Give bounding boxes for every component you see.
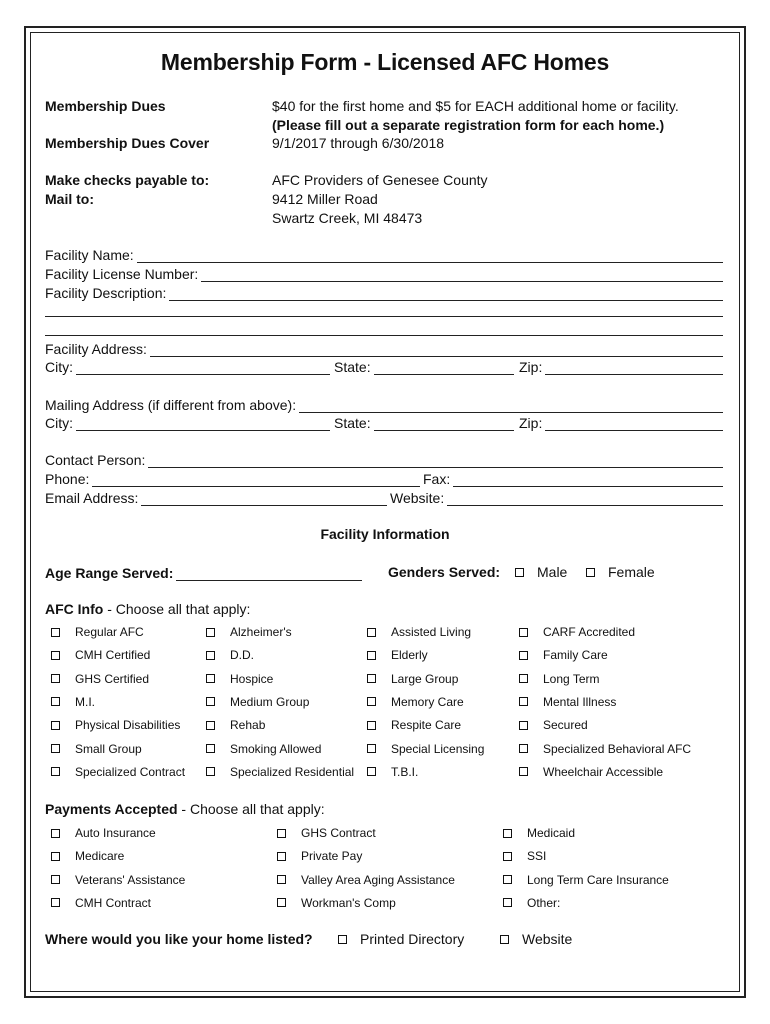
checkbox[interactable]	[519, 721, 528, 730]
afc-option-label: Rehab	[230, 718, 266, 733]
facility-license-line[interactable]	[201, 268, 723, 282]
dues-value: $40 for the first home and $5 for EACH additional home or facility.	[272, 98, 679, 114]
facility-address-label: Facility Address:	[45, 341, 147, 357]
website-line[interactable]	[447, 492, 723, 506]
city-line[interactable]	[76, 361, 330, 375]
afc-option[interactable]	[51, 648, 150, 662]
afc-option[interactable]	[367, 742, 484, 756]
payment-option-label: Auto Insurance	[75, 826, 156, 840]
afc-option[interactable]	[206, 672, 273, 686]
facility-name-field[interactable]	[45, 245, 723, 263]
afc-option-label: Memory Care	[391, 694, 464, 709]
afc-option-label: Family Care	[543, 648, 608, 663]
payment-option[interactable]	[277, 873, 455, 887]
afc-option-label: M.I.	[75, 694, 95, 709]
afc-option-label: Medium Group	[230, 694, 310, 709]
page-title: Membership Form - Licensed AFC Homes	[160, 49, 610, 75]
checkbox[interactable]	[51, 898, 60, 907]
afc-option-label: Physical Disabilities	[75, 718, 181, 733]
checkbox[interactable]	[586, 568, 595, 577]
afc-option[interactable]	[367, 648, 428, 662]
facility-license-field[interactable]	[45, 264, 723, 282]
age-range-line[interactable]	[176, 567, 362, 581]
checkbox[interactable]	[519, 767, 528, 776]
afc-option-label: GHS Certified	[75, 671, 150, 686]
description-line-2[interactable]	[45, 316, 723, 317]
afc-option-label: Wheelchair Accessible	[543, 764, 664, 779]
email-field[interactable]	[45, 488, 387, 506]
checkbox[interactable]	[367, 628, 376, 637]
payment-option[interactable]	[503, 849, 546, 863]
genders-label: Genders Served:	[388, 564, 501, 580]
payment-option[interactable]	[277, 826, 376, 840]
payments-heading-rest: - Choose all that apply:	[177, 801, 325, 817]
afc-option[interactable]	[367, 625, 471, 639]
mailing-address-line[interactable]	[299, 399, 723, 413]
mailing-zip-label: Zip:	[519, 415, 543, 431]
mailing-state-line[interactable]	[374, 417, 514, 431]
checkbox[interactable]	[500, 935, 509, 944]
afc-option-label: Regular AFC	[75, 625, 144, 639]
payment-option[interactable]	[503, 826, 575, 840]
listing-website-label: Website	[522, 931, 573, 947]
checkbox[interactable]	[367, 697, 376, 706]
listing-printed-option[interactable]	[338, 931, 464, 947]
fax-field[interactable]	[423, 469, 723, 487]
state-line[interactable]	[374, 361, 514, 375]
afc-option-label: Smoking Allowed	[230, 741, 322, 756]
afc-option-label: Respite Care	[391, 718, 462, 733]
mailing-state-field[interactable]	[334, 413, 514, 431]
afc-option-label: Hospice	[230, 671, 274, 686]
gender-male-label: Male	[537, 564, 568, 580]
checkbox[interactable]	[367, 767, 376, 776]
checkbox[interactable]	[503, 875, 512, 884]
mailing-address-field[interactable]	[45, 395, 723, 413]
checkbox[interactable]	[51, 852, 60, 861]
cover-value: 9/1/2017 through 6/30/2018	[272, 135, 445, 151]
payment-option-label: Long Term Care Insurance	[527, 872, 669, 887]
checkbox[interactable]	[519, 674, 528, 683]
afc-option[interactable]	[519, 742, 691, 756]
listing-website-option[interactable]	[500, 931, 572, 947]
afc-option[interactable]	[519, 718, 588, 732]
afc-option[interactable]	[206, 718, 265, 732]
zip-field[interactable]	[519, 357, 723, 375]
afc-option-label: Assisted Living	[391, 625, 472, 639]
facility-info-heading: Facility Information	[320, 526, 450, 542]
afc-option[interactable]	[367, 718, 461, 732]
afc-option-label: Large Group	[391, 671, 459, 686]
facility-license-label: Facility License Number:	[45, 266, 199, 282]
afc-option[interactable]	[519, 625, 635, 639]
cover-label: Membership Dues Cover	[45, 135, 210, 151]
listing-question: Where would you like your home listed?	[45, 931, 313, 947]
facility-name-label: Facility Name:	[45, 247, 134, 263]
afc-option[interactable]	[206, 765, 354, 779]
checkbox[interactable]	[51, 744, 60, 753]
afc-option[interactable]	[206, 695, 309, 709]
mailing-address-label: Mailing Address (if different from above):	[45, 397, 297, 413]
payment-option-label: Valley Area Aging Assistance	[301, 872, 455, 887]
mail-line-2: Swartz Creek, MI 48473	[272, 210, 423, 226]
payment-option-label: Other:	[527, 895, 561, 910]
afc-option-label: Secured	[543, 718, 588, 733]
phone-line[interactable]	[92, 473, 420, 487]
mailing-city-field[interactable]	[45, 413, 330, 431]
afc-option-label: T.B.I.	[391, 764, 419, 779]
payment-option[interactable]	[503, 873, 669, 887]
afc-option-label: Mental Illness	[543, 694, 617, 709]
city-label: City:	[45, 359, 73, 375]
afc-option-label: Special Licensing	[391, 741, 485, 756]
payment-option-label: Workman's Comp	[301, 895, 396, 910]
checkbox[interactable]	[503, 829, 512, 838]
checkbox[interactable]	[206, 767, 215, 776]
checkbox[interactable]	[51, 829, 60, 838]
checkbox[interactable]	[338, 935, 347, 944]
email-line[interactable]	[141, 492, 387, 506]
afc-option[interactable]	[519, 695, 616, 709]
checkbox[interactable]	[51, 674, 60, 683]
afc-option[interactable]	[519, 672, 599, 686]
gender-male-option[interactable]	[515, 564, 567, 580]
payment-option[interactable]	[503, 896, 560, 910]
website-label: Website:	[390, 490, 445, 506]
checkbox[interactable]	[277, 852, 286, 861]
afc-option[interactable]	[519, 765, 663, 779]
afc-info-heading-bold: AFC Info	[45, 601, 104, 617]
afc-option[interactable]	[206, 648, 254, 662]
dues-note: (Please fill out a separate registration form for each home.)	[272, 117, 665, 133]
contact-person-field[interactable]	[45, 450, 723, 468]
payment-option-label: Medicare	[75, 849, 125, 864]
checkbox[interactable]	[519, 628, 528, 637]
phone-field[interactable]	[45, 469, 420, 487]
description-line-3[interactable]	[45, 335, 723, 336]
afc-option[interactable]	[51, 672, 149, 686]
checkbox[interactable]	[277, 875, 286, 884]
afc-option-label: Small Group	[75, 741, 142, 756]
afc-option[interactable]	[51, 625, 144, 639]
gender-female-option[interactable]	[586, 564, 655, 580]
payment-option-label: Private Pay	[301, 849, 363, 864]
payment-option[interactable]	[51, 849, 124, 863]
checkbox[interactable]	[206, 721, 215, 730]
mailing-city-label: City:	[45, 415, 73, 431]
payment-option-label: GHS Contract	[301, 826, 376, 840]
afc-option[interactable]	[367, 765, 418, 779]
payment-option[interactable]	[277, 896, 396, 910]
payment-option-label: SSI	[527, 849, 547, 864]
afc-option[interactable]	[51, 718, 180, 732]
payment-option-label: CMH Contract	[75, 895, 152, 910]
mail-line-1: 9412 Miller Road	[272, 191, 378, 207]
checkbox[interactable]	[206, 674, 215, 683]
checkbox[interactable]	[503, 852, 512, 861]
mail-label: Mail to:	[45, 191, 94, 207]
age-range-label: Age Range Served:	[45, 565, 174, 581]
state-label: State:	[334, 359, 371, 375]
gender-female-label: Female	[608, 564, 655, 580]
checkbox[interactable]	[206, 744, 215, 753]
checkbox[interactable]	[206, 651, 215, 660]
fax-line[interactable]	[453, 473, 723, 487]
payment-option[interactable]	[51, 896, 151, 910]
afc-option-label: Specialized Contract	[75, 764, 186, 779]
mailing-state-label: State:	[334, 415, 371, 431]
state-field[interactable]	[334, 357, 514, 375]
checkbox[interactable]	[367, 721, 376, 730]
payments-heading-bold: Payments Accepted	[45, 801, 178, 817]
facility-address-field[interactable]	[45, 339, 723, 357]
payment-option[interactable]	[51, 873, 185, 887]
checkbox[interactable]	[277, 898, 286, 907]
checkbox[interactable]	[277, 829, 286, 838]
contact-person-line[interactable]	[148, 454, 723, 468]
payment-option[interactable]	[277, 849, 362, 863]
checkbox[interactable]	[51, 875, 60, 884]
zip-label: Zip:	[519, 359, 543, 375]
facility-description-label: Facility Description:	[45, 285, 167, 301]
website-field[interactable]	[390, 488, 723, 506]
contact-person-label: Contact Person:	[45, 452, 146, 468]
checkbox[interactable]	[503, 898, 512, 907]
afc-option[interactable]	[51, 742, 142, 756]
checkbox[interactable]	[206, 697, 215, 706]
listing-printed-label: Printed Directory	[360, 931, 465, 947]
phone-label: Phone:	[45, 471, 90, 487]
facility-description-field[interactable]	[45, 283, 723, 301]
checkbox[interactable]	[519, 697, 528, 706]
afc-option[interactable]	[206, 625, 292, 639]
afc-option-label: CMH Certified	[75, 648, 151, 663]
payment-option-label: Medicaid	[527, 826, 576, 840]
city-field[interactable]	[45, 357, 330, 375]
afc-option-label: Long Term	[543, 671, 600, 686]
checks-label: Make checks payable to:	[45, 172, 210, 188]
afc-option[interactable]	[51, 695, 95, 709]
checkbox[interactable]	[515, 568, 524, 577]
checkbox[interactable]	[51, 697, 60, 706]
afc-option[interactable]	[206, 742, 321, 756]
checkbox[interactable]	[367, 744, 376, 753]
checkbox[interactable]	[51, 767, 60, 776]
checkbox[interactable]	[367, 674, 376, 683]
fax-label: Fax:	[423, 471, 451, 487]
afc-option-label: Specialized Residential	[230, 764, 355, 779]
checkbox[interactable]	[51, 628, 60, 637]
facility-description-line[interactable]	[169, 287, 723, 301]
age-range-field[interactable]	[45, 563, 362, 581]
email-label: Email Address:	[45, 490, 139, 506]
payment-option-label: Veterans' Assistance	[75, 872, 186, 887]
afc-option-label: D.D.	[230, 648, 254, 663]
dues-label: Membership Dues	[45, 98, 166, 114]
afc-option[interactable]	[51, 765, 185, 779]
facility-name-line[interactable]	[137, 249, 723, 263]
checkbox[interactable]	[51, 651, 60, 660]
afc-info-heading-rest: - Choose all that apply:	[103, 601, 251, 617]
afc-info-heading	[45, 601, 250, 617]
checkbox[interactable]	[51, 721, 60, 730]
afc-option-label: Elderly	[391, 648, 428, 663]
payment-option[interactable]	[51, 826, 156, 840]
afc-option[interactable]	[519, 648, 608, 662]
afc-option-label: Specialized Behavioral AFC	[543, 741, 692, 756]
afc-option-label: CARF Accredited	[543, 625, 636, 639]
afc-option[interactable]	[367, 695, 464, 709]
afc-option-label: Alzheimer's	[230, 625, 292, 639]
checkbox[interactable]	[519, 744, 528, 753]
checks-value: AFC Providers of Genesee County	[272, 172, 488, 188]
afc-option[interactable]	[367, 672, 458, 686]
zip-line[interactable]	[545, 361, 723, 375]
facility-address-line[interactable]	[150, 343, 723, 357]
mailing-city-line[interactable]	[76, 417, 330, 431]
checkbox[interactable]	[367, 651, 376, 660]
mailing-zip-line[interactable]	[545, 417, 723, 431]
checkbox[interactable]	[519, 651, 528, 660]
checkbox[interactable]	[206, 628, 215, 637]
payments-heading	[45, 801, 325, 817]
mailing-zip-field[interactable]	[519, 413, 723, 431]
